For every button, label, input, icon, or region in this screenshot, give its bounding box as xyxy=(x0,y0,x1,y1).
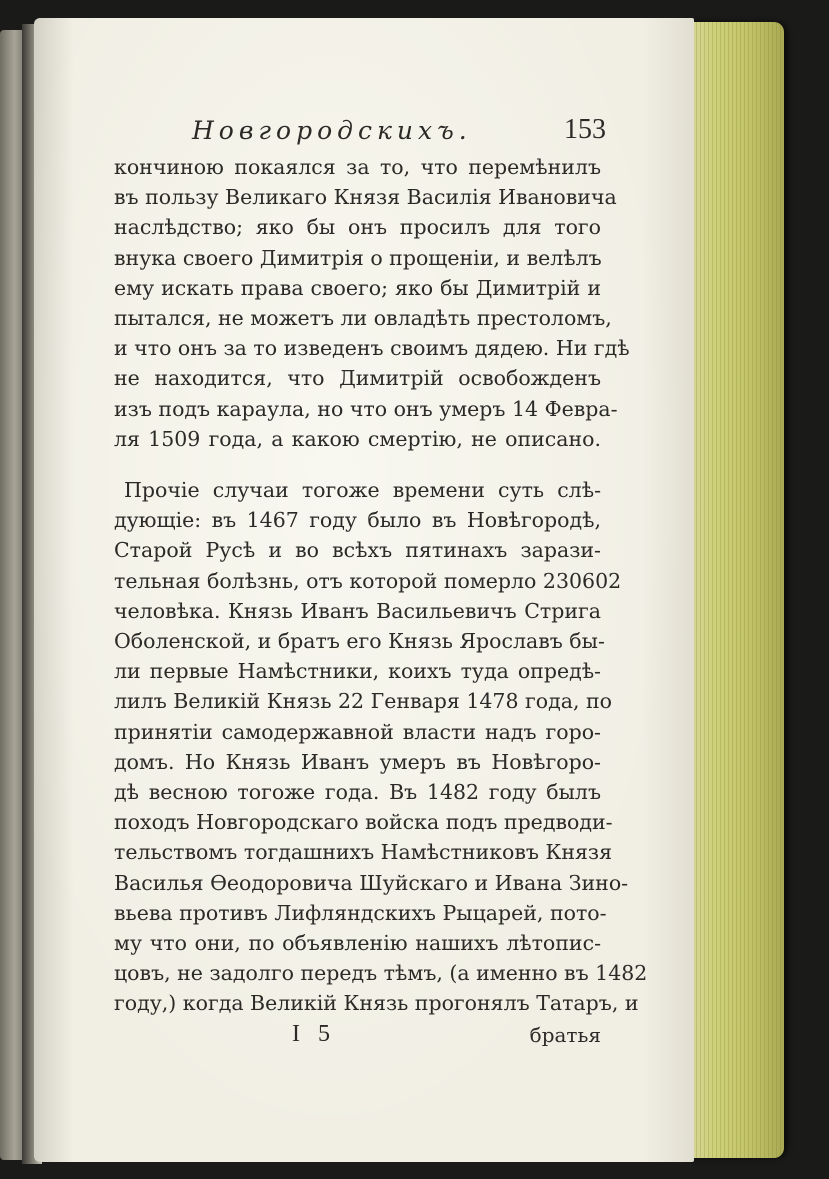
paragraph-gap xyxy=(114,454,614,475)
paragraph-2 xyxy=(114,475,648,1019)
page-block-edge xyxy=(684,22,784,1158)
text-block xyxy=(114,112,648,1053)
text-line: Василья Өеодоровича Шуйскаго и Ивана Зино- xyxy=(114,870,629,895)
text-line: изъ подъ караула, но что онъ умеръ 14 Февра- xyxy=(114,396,618,421)
text-line: тельствомъ тогдашнихъ Намѣстниковъ Князя xyxy=(114,840,613,865)
page-number: 153 xyxy=(564,114,606,145)
text-line: походъ Новгородскаго войска подъ предводи- xyxy=(114,810,613,835)
text-line: ля 1509 года, а какою смертію, не описано. xyxy=(114,426,601,451)
text-line: внука своего Димитрія о прощеніи, и велѣлъ xyxy=(114,245,602,270)
page-footer xyxy=(114,1021,601,1053)
text-line: году,) когда Великій Князь прогонялъ Татаръ, и xyxy=(114,991,639,1016)
text-line: цовъ, не задолго передъ тѣмъ, (а именно въ 1482 xyxy=(114,961,648,986)
text-line: пытался, не можетъ ли овладѣть престоломъ, xyxy=(114,306,612,331)
text-line: ли первые Намѣстники, коихъ туда опредѣ- xyxy=(114,659,601,684)
text-line: ему искать права своего; яко бы Димитрій и xyxy=(114,275,601,300)
catchword: братья xyxy=(529,1022,601,1047)
page-header xyxy=(192,112,606,152)
text-line: принятіи самодержавной власти надъ горо- xyxy=(114,719,601,744)
text-line: Оболенской, и братъ его Князь Ярославъ бы- xyxy=(114,629,605,654)
text-line: дѣ весною тогоже года. Въ 1482 году былъ xyxy=(114,780,601,805)
text-line: человѣка. Князь Иванъ Васильевичъ Стрига xyxy=(114,598,601,623)
text-line: Прочіе случаи тогоже времени суть слѣ- xyxy=(124,478,601,503)
text-line: Старой Русѣ и во всѣхъ пятинахъ зарази- xyxy=(114,538,601,563)
text-line: въ пользу Великаго Князя Василія Ивановича xyxy=(114,185,617,210)
text-line: му что они, по объявленію нашихъ лѣтопис- xyxy=(114,931,601,956)
text-line: наслѣдство; яко бы онъ просилъ для того xyxy=(114,215,601,240)
text-line: кончиною покаялся за то, что перемѣнилъ xyxy=(114,155,601,179)
text-line: лилъ Великій Князь 22 Генваря 1478 года, по xyxy=(114,689,612,714)
text-line: и что онъ за то изведенъ своимъ дядею. Ни гдѣ xyxy=(114,336,630,361)
book-page xyxy=(34,18,694,1162)
text-line: тельная болѣзнь, отъ которой померло 230602 xyxy=(114,568,622,593)
text-line: не находится, что Димитрій освобожденъ xyxy=(114,366,601,391)
paragraph-1 xyxy=(114,152,630,454)
text-line: домъ. Но Князь Иванъ умеръ въ Новѣгоро- xyxy=(114,749,601,774)
text-line: вьева противъ Лифляндскихъ Рыцарей, пото- xyxy=(114,900,607,925)
signature-mark: I 5 xyxy=(292,1020,336,1047)
text-line: дующіе: въ 1467 году было въ Новѣгородѣ, xyxy=(114,508,601,533)
running-head: Новгородскихъ. xyxy=(192,116,472,145)
